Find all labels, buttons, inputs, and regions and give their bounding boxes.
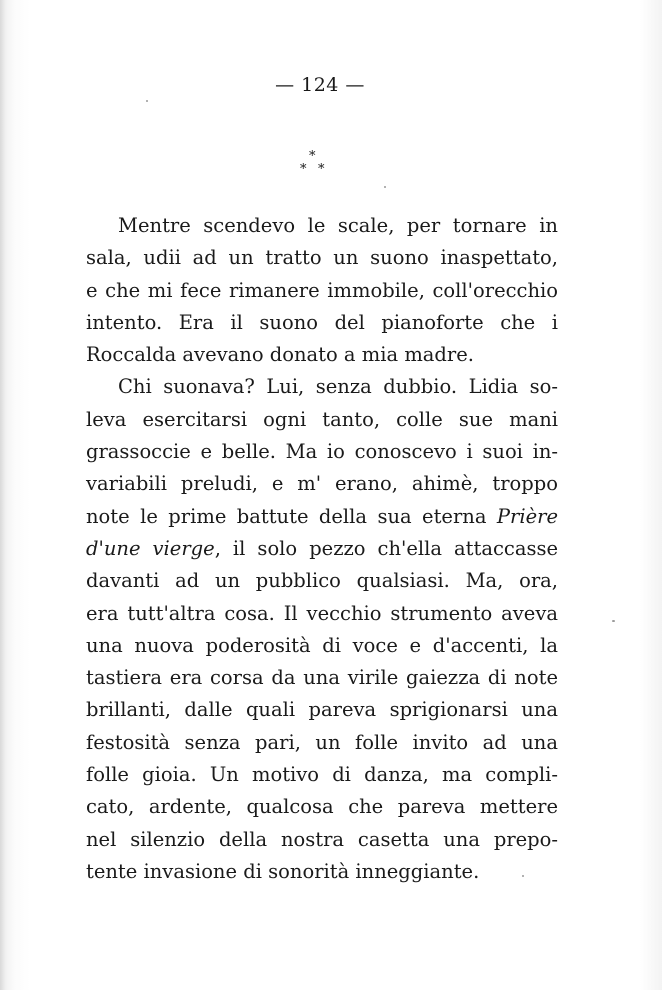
text-line: festosità senza pari, un folle invito ad una [86, 730, 558, 754]
text-line: Mentre scendevo le scale, per tornare in [118, 214, 558, 237]
text-line: Chi suonava? Lui, senza dubbio. Lidia so- [118, 375, 558, 399]
asterism-star: * [300, 162, 307, 177]
print-speck [384, 186, 386, 188]
text-line [86, 501, 558, 533]
text-line: Roccalda avevano donato a mia madre. [86, 343, 474, 367]
text-line: cato, ardente, qualcosa che pareva mettere [86, 795, 558, 819]
print-speck [612, 620, 615, 622]
text-run: note le prime battute della sua eterna [86, 504, 487, 528]
text-line: tente invasione di sonorità inneggiante. [86, 859, 480, 883]
asterism-star: * [318, 162, 325, 177]
text-line: variabili preludi, e m' erano, ahimè, troppo [86, 472, 558, 496]
page-number: — 124 — [275, 74, 365, 96]
print-speck [146, 100, 148, 102]
text-run: , il solo pezzo ch'ella attaccasse [214, 536, 559, 560]
text-line: leva esercitarsi ogni tanto, colle sue mani [86, 407, 558, 431]
print-speck [522, 875, 524, 877]
asterism-star: * [309, 149, 316, 164]
text-line: era tutt'altra cosa. Il vecchio strumento aveva [86, 601, 558, 625]
text-line: intento. Era il suono del pianoforte che i [86, 310, 558, 334]
asterism-section-break [0, 150, 640, 180]
text-line: davanti ad un pubblico qualsiasi. Ma, ora, [86, 569, 558, 593]
text-line: folle gioia. Un motivo di danza, ma compli- [86, 763, 558, 787]
body-text [86, 210, 558, 888]
italic-title: Prière [496, 504, 558, 528]
text-line: e che mi fece rimanere immobile, coll'orecchio [86, 278, 558, 302]
text-line: brillanti, dalle quali pareva sprigionarsi una [86, 698, 558, 722]
italic-title: d'une vierge [86, 536, 215, 560]
text-line [86, 533, 558, 565]
text-line: grassoccie e belle. Ma io conoscevo i suoi in- [86, 440, 558, 464]
text-line: tastiera era corsa da una virile gaiezza di note [86, 666, 558, 690]
text-line: una nuova poderosità di voce e d'accenti, la [86, 633, 558, 657]
text-line: sala, udii ad un tratto un suono inaspettato, [86, 246, 558, 270]
text-line: nel silenzio della nostra casetta una prepo- [86, 827, 558, 851]
